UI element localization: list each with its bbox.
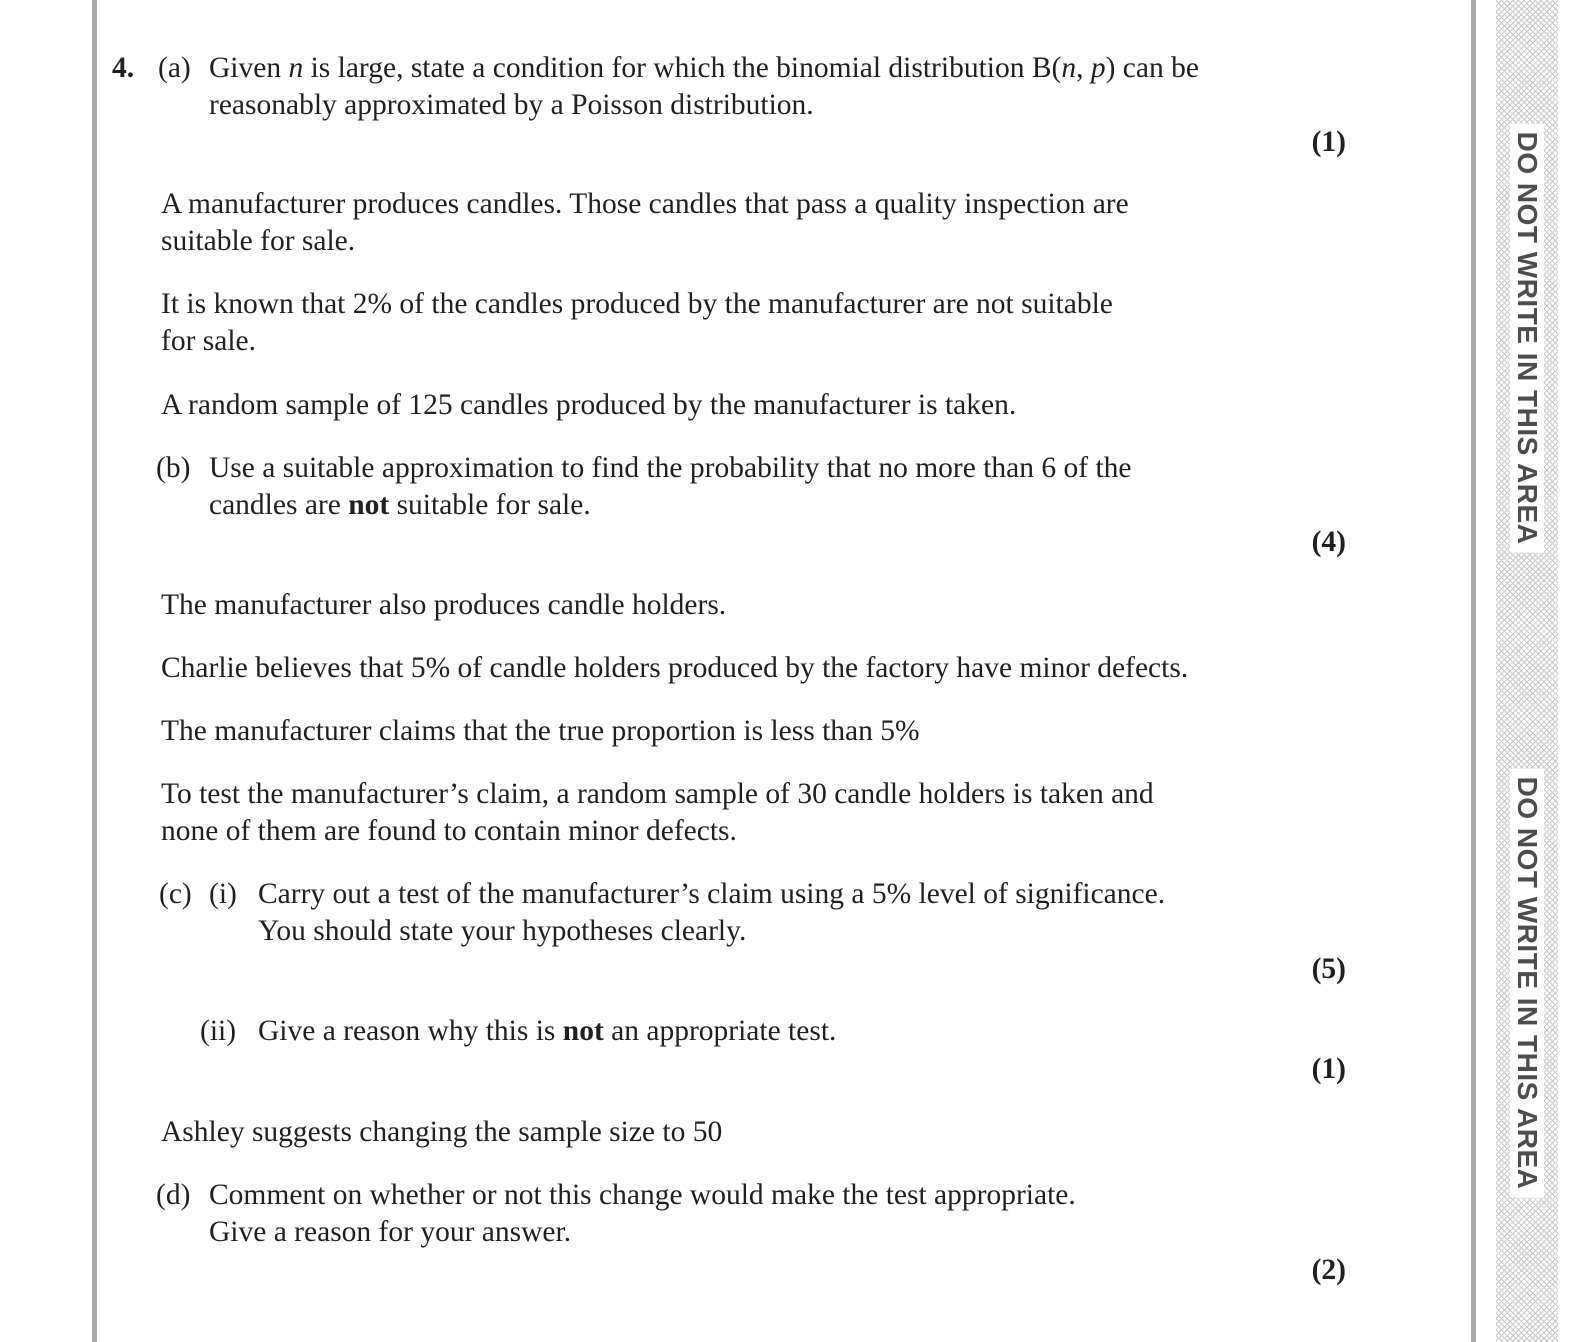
part-c-ii-text: Give a reason why this is not an appropriate test. <box>258 1015 837 1047</box>
margin-warning-bottom: DO NOT WRITE IN THIS AREA <box>1510 769 1544 1198</box>
para1-line1: A manufacturer produces candles. Those candles that pass a quality inspection are <box>161 188 1129 220</box>
part-c-i-label: (i) <box>209 878 237 910</box>
para5: Charlie believes that 5% of candle holders produced by the factory have minor defects. <box>161 652 1189 684</box>
part-b-line2: candles are not suitable for sale. <box>209 489 591 521</box>
part-b-label: (b) <box>156 452 191 484</box>
question-number: 4. <box>112 52 135 84</box>
part-d-line2: Give a reason for your answer. <box>209 1216 572 1248</box>
part-d-label: (d) <box>156 1179 191 1211</box>
part-c-ii-label: (ii) <box>200 1015 237 1047</box>
part-a-label: (a) <box>158 52 191 84</box>
para7-line1: To test the manufacturer’s claim, a random sample of 30 candle holders is taken and <box>161 778 1154 810</box>
para2-line2: for sale. <box>161 325 257 357</box>
part-c-i-marks: (5) <box>1311 953 1346 985</box>
part-b-marks: (4) <box>1311 526 1346 558</box>
para6: The manufacturer claims that the true proportion is less than 5% <box>161 715 920 747</box>
part-c-label: (c) <box>159 878 192 910</box>
part-a-marks: (1) <box>1311 126 1346 158</box>
para3: A random sample of 125 candles produced by the manufacturer is taken. <box>161 389 1017 421</box>
part-c-i-line2: You should state your hypotheses clearly. <box>258 915 747 947</box>
para7-line2: none of them are found to contain minor defects. <box>161 815 737 847</box>
para1-line2: suitable for sale. <box>161 225 356 257</box>
part-a-line2: reasonably approximated by a Poisson distribution. <box>209 89 814 121</box>
part-d-line1: Comment on whether or not this change would make the test appropriate. <box>209 1179 1076 1211</box>
part-c-i-line1: Carry out a test of the manufacturer’s claim using a 5% level of significance. <box>258 878 1166 910</box>
margin-warning-top: DO NOT WRITE IN THIS AREA <box>1510 124 1544 553</box>
part-a-line1: Given n is large, state a condition for which the binomial distribution B(n, p) can be <box>209 52 1199 84</box>
para2-line1: It is known that 2% of the candles produced by the manufacturer are not suitable <box>161 288 1113 320</box>
para4: The manufacturer also produces candle holders. <box>161 589 727 621</box>
para8: Ashley suggests changing the sample size to 50 <box>161 1116 723 1148</box>
part-c-ii-marks: (1) <box>1311 1053 1346 1085</box>
part-b-line1: Use a suitable approximation to find the probability that no more than 6 of the <box>209 452 1132 484</box>
part-d-marks: (2) <box>1311 1254 1346 1286</box>
